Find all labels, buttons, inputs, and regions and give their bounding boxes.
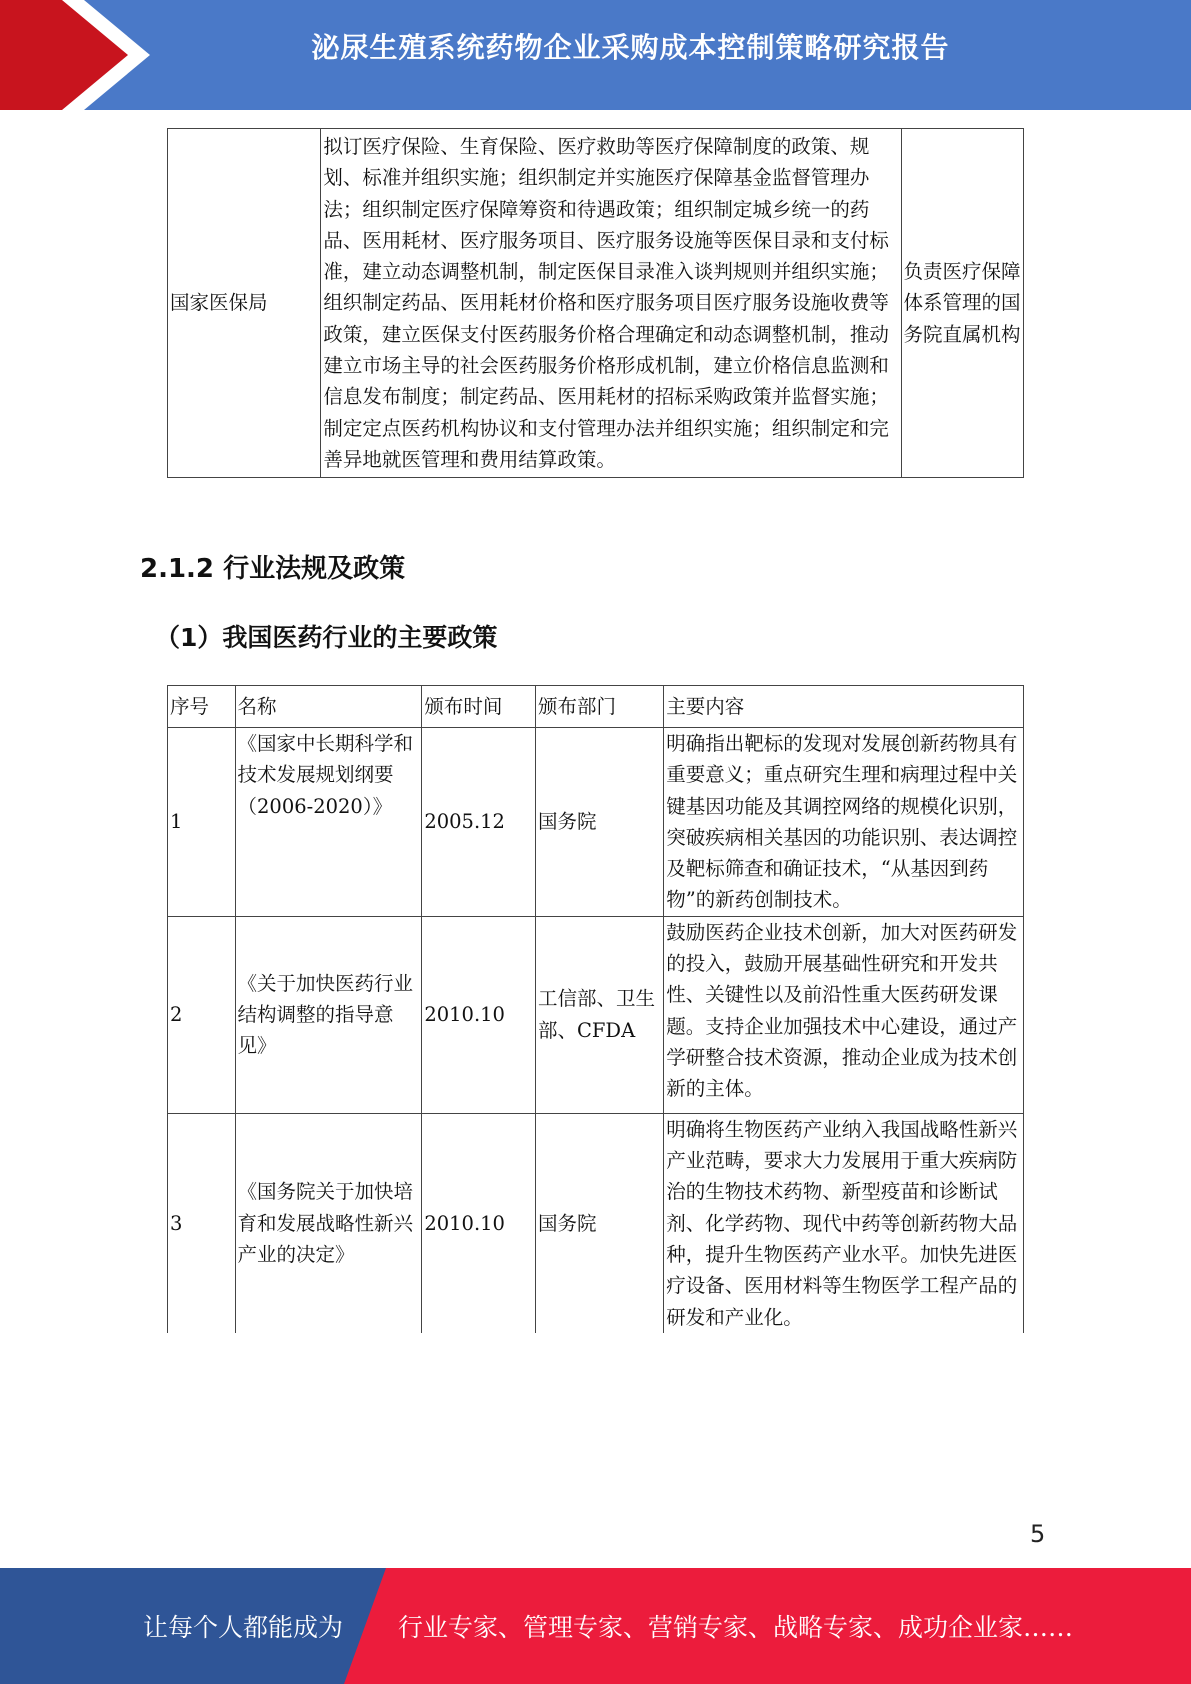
footer-slogan-right: 行业专家、管理专家、营销专家、战略专家、成功企业家……	[398, 1613, 1074, 1642]
agency-duties-cell: 拟订医疗保险、生育保险、医疗救助等医疗保障制度的政策、规划、标准并组织实施；组织制定并实施医疗保障基金监督管理办法；组织制定医疗保障筹资和待遇政策；组织制定城乡统一的药品、医用耗材、医疗服务项目、医疗服务设施等医保目录和支付标准，建立动态调整机制，制定医保目录准入谈判规则并组织实施；组织制定药品、医用耗材价格和医疗服务项目医疗服务设施收费等政策，建立医保支付医药服务价格合理确定和动态调整机制，推动建立市场主导的社会医药服务价格形成机制，建立价格信息监测和信息发布制度；制定药品、医用耗材的招标采购政策并监督实施；制定定点医药机构协议和支付管理办法并组织实施；组织制定和完善异地就医管理和费用结算政策。	[321, 129, 901, 478]
row-number-cell: 3	[168, 1113, 236, 1333]
row-number-cell: 1	[168, 728, 236, 917]
agency-table	[167, 128, 1024, 478]
section-heading-2-1-2: 2.1.2 行业法规及政策	[140, 554, 406, 584]
header-cell-no: 序号	[168, 686, 236, 728]
policy-name-cell: 《关于加快医药行业结构调整的指导意见》	[235, 916, 422, 1113]
policy-content-cell: 鼓励医药企业技术创新，加大对医药研发的投入，鼓励开展基础性研究和开发共性、关键性以及前沿性重大医药研发课题。支持企业加强技术中心建设，通过产学研整合技术资源，推动企业成为技术创新的主体。	[664, 916, 1024, 1113]
policy-name-cell: 《国家中长期科学和技术发展规划纲要（2006-2020）》	[235, 728, 422, 917]
table-row	[168, 1113, 1024, 1333]
policy-date-cell: 2010.10	[422, 1113, 536, 1333]
page-header-banner	[0, 0, 1191, 110]
agency-role-cell: 负责医疗保障体系管理的国务院直属机构	[901, 129, 1024, 478]
page-number: 5	[1030, 1520, 1046, 1548]
report-title: 泌尿生殖系统药物企业采购成本控制策略研究报告	[311, 31, 950, 64]
header-cell-name: 名称	[235, 686, 422, 728]
header-cell-dept: 颁布部门	[535, 686, 663, 728]
policy-table	[167, 685, 1024, 1333]
row-number-cell: 2	[168, 916, 236, 1113]
agency-name-cell: 国家医保局	[168, 129, 321, 478]
policy-dept-cell: 国务院	[535, 1113, 663, 1333]
page-footer-banner	[0, 1568, 1191, 1684]
header-cell-date: 颁布时间	[422, 686, 536, 728]
table-header-row	[168, 686, 1024, 728]
table-row	[168, 129, 1024, 478]
policy-name-cell: 《国务院关于加快培育和发展战略性新兴产业的决定》	[235, 1113, 422, 1333]
policy-content-cell: 明确将生物医药产业纳入我国战略性新兴产业范畴，要求大力发展用于重大疾病防治的生物技术药物、新型疫苗和诊断试剂、化学药物、现代中药等创新药物大品种，提升生物医药产业水平。加快先进医疗设备、医用材料等生物医学工程产品的研发和产业化。	[664, 1113, 1024, 1333]
policy-dept-cell: 工信部、卫生部、CFDA	[535, 916, 663, 1113]
header-cell-content: 主要内容	[664, 686, 1024, 728]
policy-date-cell: 2010.10	[422, 916, 536, 1113]
policy-dept-cell: 国务院	[535, 728, 663, 917]
policy-content-cell: 明确指出靶标的发现对发展创新药物具有重要意义；重点研究生理和病理过程中关键基因功能及其调控网络的规模化识别，突破疾病相关基因的功能识别、表达调控及靶标筛查和确证技术，“从基因到药物”的新药创制技术。	[664, 728, 1024, 917]
table-row	[168, 728, 1024, 917]
table-row	[168, 916, 1024, 1113]
subsection-heading-policies: （1）我国医药行业的主要政策	[155, 623, 498, 652]
footer-slogan-left: 让每个人都能成为	[143, 1613, 344, 1642]
policy-date-cell: 2005.12	[422, 728, 536, 917]
